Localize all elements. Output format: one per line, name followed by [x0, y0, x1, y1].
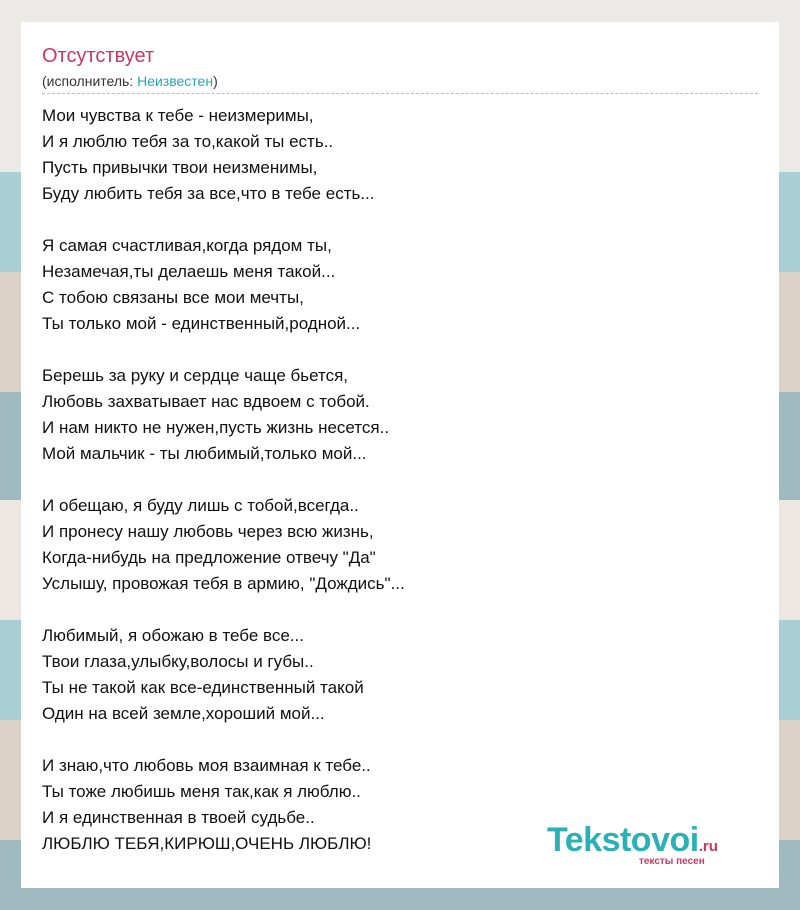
title-divider: [42, 93, 758, 94]
lyric-line: И нам никто не нужен,пусть жизнь несется..: [42, 418, 390, 437]
artist-suffix: ): [213, 73, 218, 89]
lyrics-body: [42, 103, 405, 857]
lyric-line: Буду любить тебя за все,что в тебе есть...: [42, 184, 375, 203]
lyric-line: Когда-нибудь на предложение отвечу "Да": [42, 548, 376, 567]
site-logo[interactable]: [547, 820, 757, 870]
stanza: [42, 623, 405, 727]
lyric-line: Берешь за руку и сердце чаще бьется,: [42, 366, 348, 385]
stanza: [42, 233, 405, 337]
lyric-line: И я люблю тебя за то,какой ты есть..: [42, 132, 334, 151]
lyric-line: Мои чувства к тебе - неизмеримы,: [42, 106, 314, 125]
lyric-line: Услышу, провожая тебя в армию, "Дождись"...: [42, 574, 405, 593]
logo-domain: .ru: [698, 838, 718, 855]
lyric-line: Ты тоже любишь меня так,как я люблю..: [42, 782, 361, 801]
stanza: [42, 363, 405, 467]
lyric-line: И обещаю, я буду лишь с тобой,всегда..: [42, 496, 359, 515]
stanza: [42, 753, 405, 857]
lyric-line: Я самая счастливая,когда рядом ты,: [42, 236, 332, 255]
lyric-line: Один на всей земле,хороший мой...: [42, 704, 325, 723]
stanza: [42, 103, 405, 207]
lyric-line: Любовь захватывает нас вдвоем с тобой.: [42, 392, 370, 411]
logo-tagline: тексты песен: [639, 856, 705, 867]
artist-prefix: (исполнитель:: [42, 73, 138, 89]
logo-main-text: Tekstovoi: [547, 821, 699, 859]
lyric-line: Любимый, я обожаю в тебе все...: [42, 626, 304, 645]
lyric-line: С тобою связаны все мои мечты,: [42, 288, 304, 307]
lyric-line: ЛЮБЛЮ ТЕБЯ,КИРЮШ,ОЧЕНЬ ЛЮБЛЮ!: [42, 834, 372, 853]
lyric-line: Твои глаза,улыбку,волосы и губы..: [42, 652, 314, 671]
lyric-line: Ты не такой как все-единственный такой: [42, 678, 364, 697]
lyric-line: Ты только мой - единственный,родной...: [42, 314, 361, 333]
lyric-line: И знаю,что любовь моя взаимная к тебе..: [42, 756, 371, 775]
lyric-line: И я единственная в твоей судьбе..: [42, 808, 315, 827]
artist-line: [42, 72, 218, 90]
lyric-line: Незамечая,ты делаешь меня такой...: [42, 262, 336, 281]
artist-link[interactable]: Неизвестен: [137, 73, 214, 89]
lyric-line: Мой мальчик - ты любимый,только мой...: [42, 444, 367, 463]
lyrics-card: [21, 22, 779, 888]
lyric-line: Пусть привычки твои неизменимы,: [42, 158, 318, 177]
song-title: Отсутствует: [42, 45, 155, 67]
stanza: [42, 493, 405, 597]
lyric-line: И пронесу нашу любовь через всю жизнь,: [42, 522, 374, 541]
